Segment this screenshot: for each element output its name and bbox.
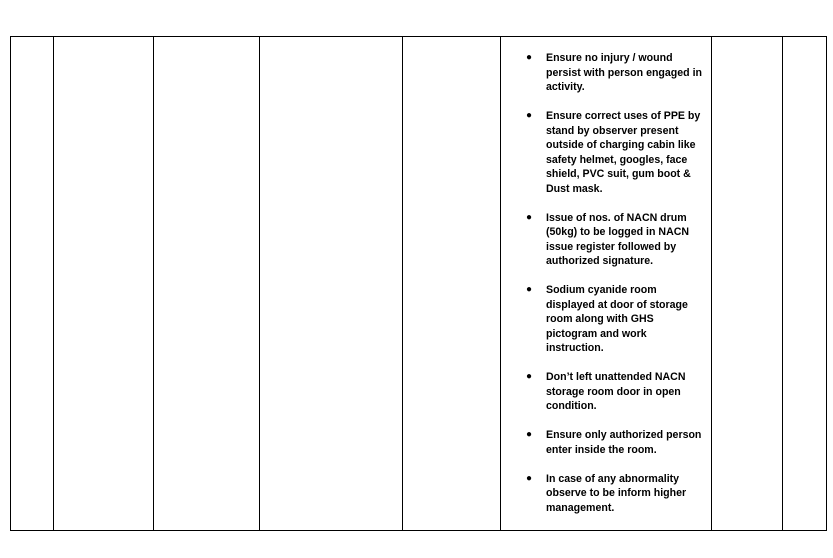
table-cell-5: [403, 37, 501, 531]
bullet-icon: ●: [526, 284, 533, 295]
bullet-icon: ●: [526, 371, 533, 382]
list-item-text: Sodium cyanide room displayed at door of storage room along with GHS pictogram and work instruction.: [546, 284, 688, 354]
list-item: [525, 283, 706, 356]
table-cell-3: [154, 37, 260, 531]
list-item: [525, 428, 706, 457]
list-item-text: Don’t left unattended NACN storage room door in open condition.: [546, 371, 686, 412]
list-item: [525, 211, 706, 269]
bullet-icon: ●: [526, 110, 533, 121]
list-item: [525, 370, 706, 414]
table-cell-1: [11, 37, 54, 531]
list-item: [525, 109, 706, 196]
table-cell-8: [783, 37, 827, 531]
list-item: [525, 51, 706, 95]
bullet-icon: ●: [526, 429, 533, 440]
document-table: [10, 36, 827, 531]
bullet-icon: ●: [526, 472, 533, 484]
list-item-text: Ensure only authorized person enter inside the room.: [546, 429, 702, 456]
list-item-text: Ensure correct uses of PPE by stand by observer present outside of charging cabin like safety helmet, googles, face shield, PVC suit, gum boot & Dust mask.: [546, 110, 701, 195]
list-item: [525, 472, 706, 516]
table-cell-7: [712, 37, 783, 531]
list-item-text: Issue of nos. of NACN drum (50kg) to be logged in NACN issue register followed by authorized signature.: [546, 211, 690, 267]
table-cell-4: [260, 37, 403, 531]
table-row: [11, 37, 827, 531]
table-cell-2: [54, 37, 154, 531]
bullet-icon: ●: [526, 52, 533, 63]
control-measures-list: [525, 51, 711, 515]
list-item-text: In case of any abnormality observe to be inform higher management.: [546, 472, 687, 514]
list-item-text: Ensure no injury / wound persist with person engaged in activity.: [546, 52, 702, 93]
control-measures-cell: [501, 37, 712, 531]
bullet-icon: ●: [526, 211, 533, 223]
